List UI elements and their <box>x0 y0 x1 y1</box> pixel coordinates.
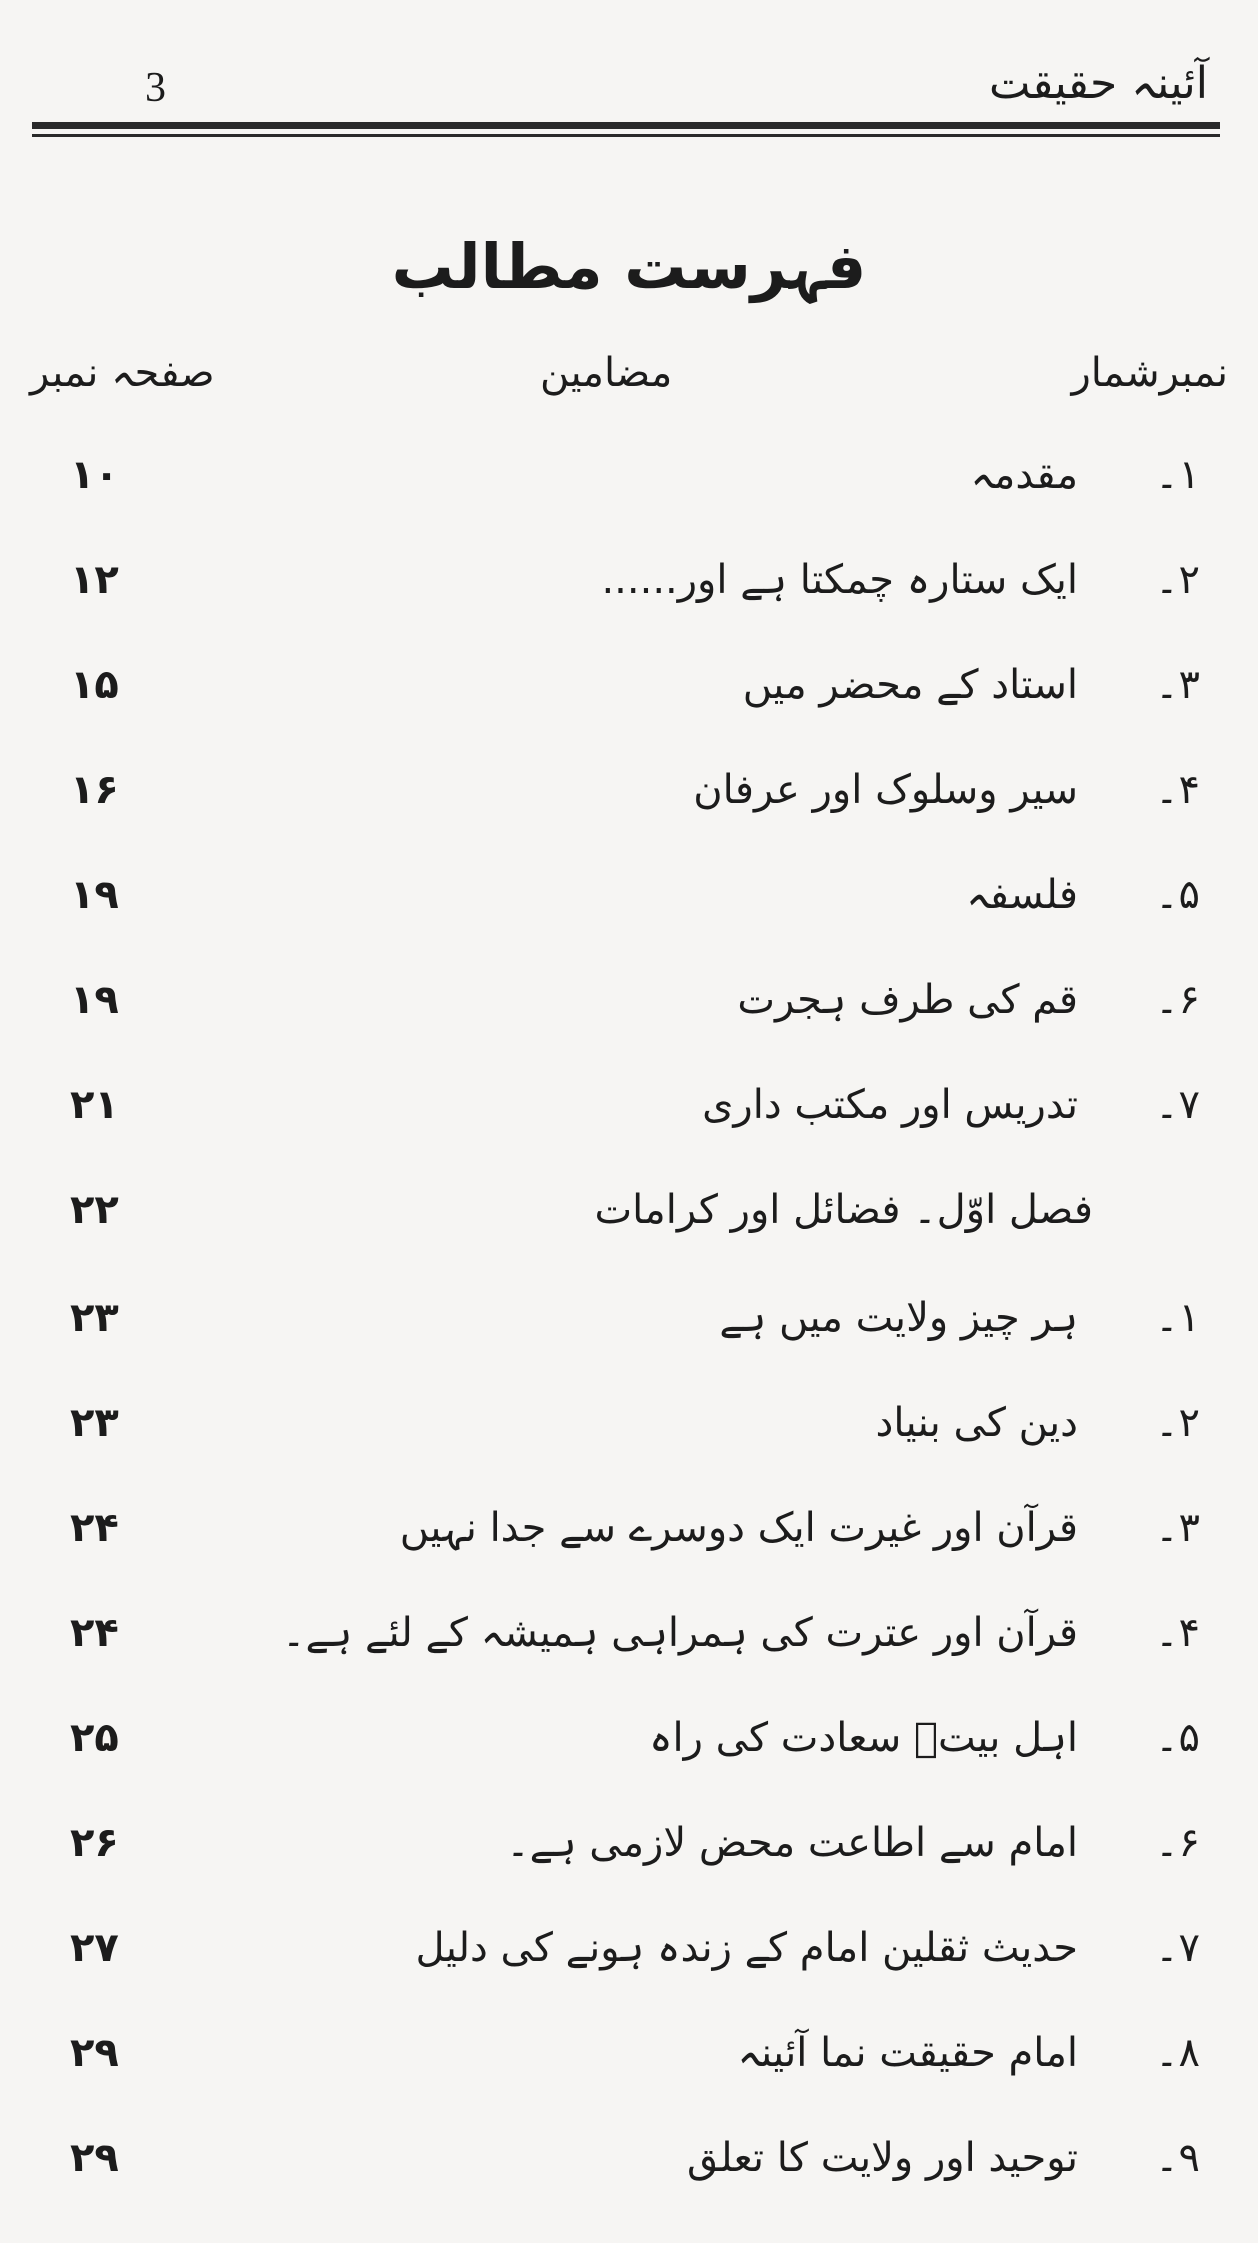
toc-row-page: ۲۳ <box>70 1400 119 1446</box>
toc-row[interactable] <box>0 452 1258 532</box>
toc-section-title: فصل اوّل۔ فضائل اور کرامات <box>594 1187 1093 1233</box>
toc-row-page: ۲۳ <box>70 1295 119 1341</box>
toc-row-page: ۲۲ <box>70 1187 119 1233</box>
column-header-page: صفحہ نمبر <box>30 350 215 396</box>
toc-row-title: ہر چیز ولایت میں ہے <box>719 1295 1078 1341</box>
toc-row-number: ۲۔ <box>1155 557 1200 603</box>
toc-row-page: ۱۹ <box>70 872 119 918</box>
toc-row-title: اہل بیتؑ سعادت کی راہ <box>649 1715 1078 1761</box>
toc-row-title: دین کی بنیاد <box>875 1400 1078 1446</box>
toc-row[interactable] <box>0 767 1258 847</box>
header-rule-thick <box>32 122 1220 129</box>
toc-row-title: امام سے اطاعت محض لازمی ہے۔ <box>506 1820 1078 1866</box>
toc-row-number: ۲۔ <box>1155 1400 1200 1446</box>
toc-row-title: تدریس اور مکتب داری <box>702 1082 1078 1128</box>
toc-row[interactable] <box>0 1820 1258 1900</box>
toc-row[interactable] <box>0 872 1258 952</box>
toc-row[interactable] <box>0 1610 1258 1690</box>
toc-row-title: قم کی طرف ہجرت <box>737 977 1078 1023</box>
toc-row[interactable] <box>0 1505 1258 1585</box>
toc-row-title: قرآن اور عترت کی ہمراہی ہمیشہ کے لئے ہے۔ <box>282 1610 1078 1656</box>
toc-row-page: ۱۵ <box>70 662 119 708</box>
toc-row[interactable] <box>0 1400 1258 1480</box>
toc-row-page: ۱۶ <box>70 767 119 813</box>
toc-heading: فہرست مطالب <box>391 230 867 303</box>
toc-row-title: مقدمہ <box>970 452 1078 498</box>
toc-row-title: امام حقیقت نما آئینہ <box>737 2030 1078 2076</box>
toc-row-page: ۱۰ <box>70 452 119 498</box>
toc-row-page: ۲۴ <box>70 1505 119 1551</box>
toc-row-page: ۲۹ <box>70 2135 119 2181</box>
toc-row[interactable] <box>0 1715 1258 1795</box>
column-header-subject: مضامین <box>540 350 673 396</box>
toc-row-page: ۱۲ <box>70 557 119 603</box>
toc-row-title: حدیث ثقلین امام کے زندہ ہونے کی دلیل <box>415 1925 1078 1971</box>
toc-row-number: ۱۔ <box>1155 452 1200 498</box>
toc-row-number: ۴۔ <box>1155 767 1200 813</box>
toc-row[interactable] <box>0 557 1258 637</box>
toc-row-title: فلسفہ <box>966 872 1078 918</box>
toc-row-page: ۲۷ <box>70 1925 119 1971</box>
toc-row-number: ۵۔ <box>1155 1715 1200 1761</box>
toc-row-page: ۲۹ <box>70 2030 119 2076</box>
toc-row-number: ۵۔ <box>1155 872 1200 918</box>
toc-row-page: ۲۴ <box>70 1610 119 1656</box>
toc-row-number: ۴۔ <box>1155 1610 1200 1656</box>
toc-row-number: ۷۔ <box>1155 1082 1200 1128</box>
column-header-number: نمبرشمار <box>1071 350 1228 396</box>
toc-row-number: ۶۔ <box>1155 1820 1200 1866</box>
toc-row[interactable] <box>0 662 1258 742</box>
running-header-title: آئینہ حقیقت <box>989 58 1208 109</box>
toc-row-title: سیر وسلوک اور عرفان <box>693 767 1078 813</box>
page-number: 3 <box>145 65 166 111</box>
header-rule-thin <box>32 134 1220 137</box>
toc-row[interactable] <box>0 2030 1258 2110</box>
toc-row[interactable] <box>0 1925 1258 2005</box>
toc-section-row[interactable] <box>0 1187 1258 1267</box>
toc-row-page: ۱۹ <box>70 977 119 1023</box>
toc-row[interactable] <box>0 977 1258 1057</box>
toc-row-number: ۷۔ <box>1155 1925 1200 1971</box>
toc-row-number: ۳۔ <box>1155 1505 1200 1551</box>
toc-row-title: قرآن اور غیرت ایک دوسرے سے جدا نہیں <box>399 1505 1078 1551</box>
toc-row-number: ۶۔ <box>1155 977 1200 1023</box>
toc-row-title: توحید اور ولایت کا تعلق <box>687 2135 1078 2181</box>
toc-row[interactable] <box>0 1082 1258 1162</box>
toc-row-title: استاد کے محضر میں <box>742 662 1078 708</box>
toc-row[interactable] <box>0 1295 1258 1375</box>
toc-row-number: ۳۔ <box>1155 662 1200 708</box>
toc-row-number: ۸۔ <box>1155 2030 1200 2076</box>
toc-row-page: ۲۱ <box>70 1082 119 1128</box>
toc-row[interactable] <box>0 2135 1258 2215</box>
toc-row-number: ۱۔ <box>1155 1295 1200 1341</box>
toc-row-title: ایک ستارہ چمکتا ہے اور...... <box>601 557 1078 603</box>
toc-row-number: ۹۔ <box>1155 2135 1200 2181</box>
toc-row-page: ۲۵ <box>70 1715 119 1761</box>
toc-row-page: ۲۶ <box>70 1820 119 1866</box>
